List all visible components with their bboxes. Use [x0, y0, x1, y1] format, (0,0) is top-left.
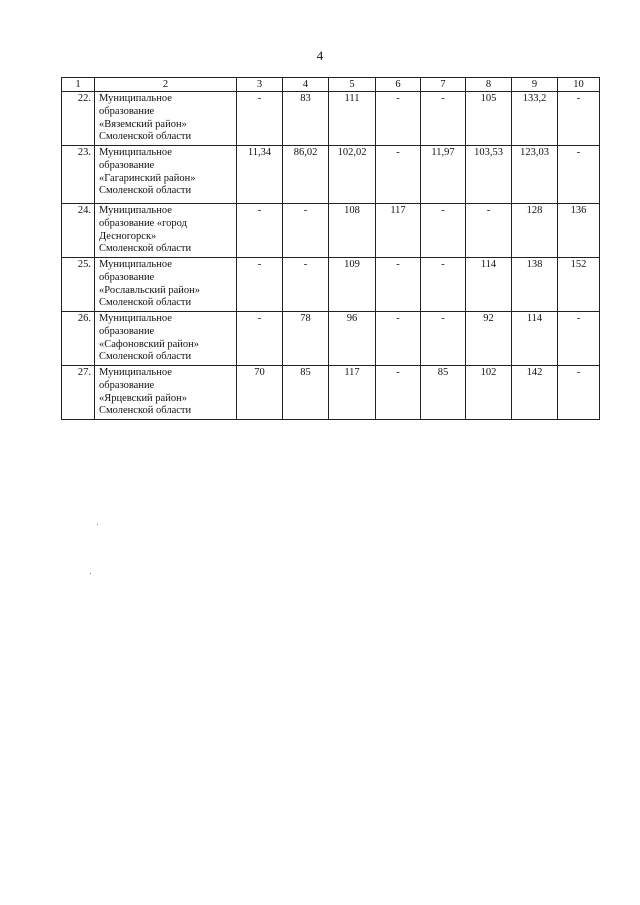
value-cell: 152: [558, 258, 600, 312]
name-line: образование: [99, 379, 155, 391]
name-line: Муниципальное: [99, 367, 172, 378]
name-line: Муниципальное: [99, 259, 172, 270]
data-table: [61, 77, 600, 420]
municipality-name: [95, 312, 237, 366]
value-cell: 142: [512, 366, 558, 420]
value-cell: 105: [466, 92, 512, 146]
value-cell: 70: [237, 366, 283, 420]
row-number: 24.: [62, 204, 95, 258]
table-row: [62, 312, 600, 366]
row-number: 23.: [62, 146, 95, 204]
value-cell: 117: [329, 366, 376, 420]
column-header: 1: [62, 78, 95, 92]
name-line: Смоленской области: [99, 351, 192, 363]
value-cell: 109: [329, 258, 376, 312]
value-cell: -: [558, 146, 600, 204]
value-cell: 11,97: [421, 146, 466, 204]
column-header: 5: [329, 78, 376, 92]
value-cell: -: [558, 92, 600, 146]
value-cell: 103,53: [466, 146, 512, 204]
value-cell: -: [376, 92, 421, 146]
value-cell: 111: [329, 92, 376, 146]
value-cell: 11,34: [237, 146, 283, 204]
value-cell: -: [376, 146, 421, 204]
value-cell: 136: [558, 204, 600, 258]
municipality-name: [95, 258, 237, 312]
value-cell: 96: [329, 312, 376, 366]
name-line: Муниципальное: [99, 147, 172, 158]
value-cell: -: [558, 312, 600, 366]
table-row: [62, 92, 600, 146]
value-cell: 108: [329, 204, 376, 258]
value-cell: 86,02: [283, 146, 329, 204]
value-cell: -: [421, 204, 466, 258]
name-line: образование: [99, 325, 155, 337]
municipality-name: [95, 366, 237, 420]
column-header: 8: [466, 78, 512, 92]
name-line: Десногорск»: [99, 230, 157, 242]
name-line: «Ярцевский район»: [99, 392, 187, 404]
value-cell: 78: [283, 312, 329, 366]
value-cell: -: [237, 258, 283, 312]
name-line: образование: [99, 271, 155, 283]
value-cell: -: [283, 204, 329, 258]
value-cell: 117: [376, 204, 421, 258]
row-number: 26.: [62, 312, 95, 366]
value-cell: 85: [283, 366, 329, 420]
table-row: [62, 366, 600, 420]
column-header: 4: [283, 78, 329, 92]
name-line: Муниципальное: [99, 205, 172, 216]
municipality-name: [95, 146, 237, 204]
column-header: 10: [558, 78, 600, 92]
value-cell: -: [376, 312, 421, 366]
column-header: 3: [237, 78, 283, 92]
column-header: 2: [95, 78, 237, 92]
value-cell: -: [237, 312, 283, 366]
scan-speck: [97, 524, 98, 525]
value-cell: -: [421, 258, 466, 312]
value-cell: -: [558, 366, 600, 420]
value-cell: 85: [421, 366, 466, 420]
municipality-name: [95, 204, 237, 258]
name-line: образование «город: [99, 217, 187, 229]
value-cell: -: [421, 312, 466, 366]
name-line: образование: [99, 159, 155, 171]
name-line: «Вяземский район»: [99, 118, 187, 130]
value-cell: 128: [512, 204, 558, 258]
name-line: «Рославльский район»: [99, 284, 201, 296]
value-cell: -: [237, 92, 283, 146]
column-header: 6: [376, 78, 421, 92]
value-cell: -: [237, 204, 283, 258]
name-line: «Гагаринский район»: [99, 172, 196, 184]
name-line: «Сафоновский район»: [99, 338, 200, 350]
value-cell: 83: [283, 92, 329, 146]
table-row: [62, 258, 600, 312]
column-header: 9: [512, 78, 558, 92]
table-row: [62, 146, 600, 204]
municipality-name: [95, 92, 237, 146]
name-line: Смоленской области: [99, 243, 192, 255]
row-number: 25.: [62, 258, 95, 312]
value-cell: -: [376, 258, 421, 312]
value-cell: -: [283, 258, 329, 312]
value-cell: 138: [512, 258, 558, 312]
name-line: Смоленской области: [99, 405, 192, 417]
value-cell: 102,02: [329, 146, 376, 204]
scan-speck: [90, 573, 91, 574]
value-cell: 92: [466, 312, 512, 366]
value-cell: 123,03: [512, 146, 558, 204]
value-cell: -: [421, 92, 466, 146]
name-line: Муниципальное: [99, 313, 172, 324]
name-line: Смоленской области: [99, 185, 192, 197]
header-row: [62, 78, 600, 92]
value-cell: -: [376, 366, 421, 420]
name-line: Смоленской области: [99, 131, 192, 143]
value-cell: 114: [512, 312, 558, 366]
page-number: 4: [316, 48, 324, 63]
value-cell: 102: [466, 366, 512, 420]
value-cell: 114: [466, 258, 512, 312]
row-number: 27.: [62, 366, 95, 420]
name-line: образование: [99, 105, 155, 117]
value-cell: -: [466, 204, 512, 258]
name-line: Смоленской области: [99, 297, 192, 309]
name-line: Муниципальное: [99, 93, 172, 104]
column-header: 7: [421, 78, 466, 92]
table-row: [62, 204, 600, 258]
value-cell: 133,2: [512, 92, 558, 146]
row-number: 22.: [62, 92, 95, 146]
